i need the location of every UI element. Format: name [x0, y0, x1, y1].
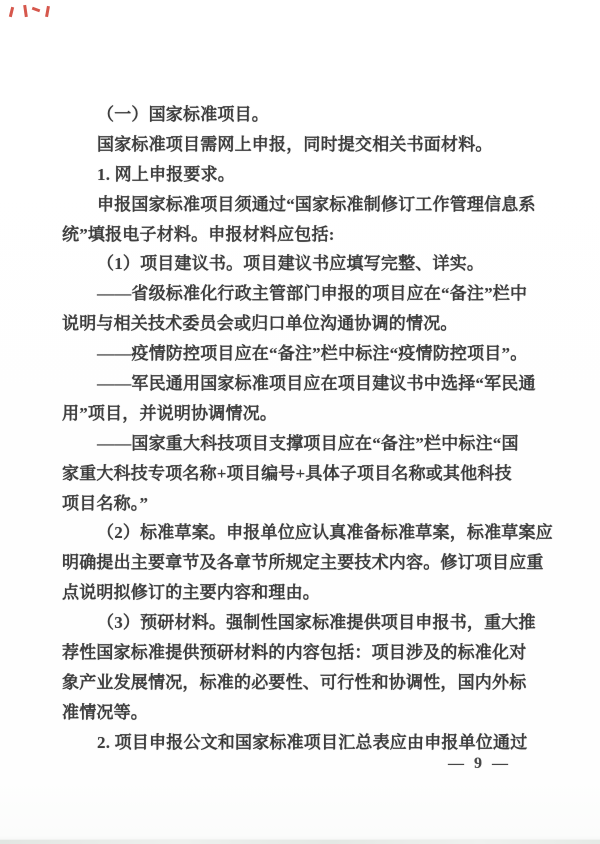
document-line: 点说明拟修订的主要内容和理由。 [62, 583, 320, 603]
document-line: ——军民通用国家标准项目应在项目建议书中选择“军民通 [97, 374, 536, 394]
document-line: （2）标准草案。申报单位应认真准备标准草案，标准草案应 [97, 523, 553, 543]
document-line-heading: （一）国家标准项目。 [97, 105, 269, 124]
document-line: 2. 项目申报公文和国家标准项目汇总表应由申报单位通过 [97, 732, 528, 752]
document-line: ——疫情防控项目应在“备注”栏中标注“疫情防控项目”。 [97, 344, 528, 364]
document-line: 国家标准项目需网上申报，同时提交相关书面材料。 [97, 134, 493, 154]
document-line: 说明与相关技术委员会或归口单位沟通协调的情况。 [62, 314, 458, 334]
document-line: 项目名称。” [62, 493, 149, 513]
document-line: 1. 网上申报要求。 [97, 164, 235, 184]
document-line: 家重大科技专项名称+项目编号+具体子项目名称或其他科技 [62, 463, 512, 483]
document-line: 准情况等。 [62, 702, 148, 722]
document-line: （1）项目建议书。项目建议书应填写完整、详实。 [97, 254, 485, 274]
document-line: 荐性国家标准提供预研材料的内容包括：项目涉及的标准化对 [62, 643, 527, 663]
document-line: 用”项目，并说明协调情况。 [62, 403, 278, 423]
scan-mark-icon [9, 7, 14, 17]
document-line: 象产业发展情况，标准的必要性、可行性和协调性，国内外标 [62, 672, 527, 692]
document-line: （3）预研材料。强制性国家标准提供项目申报书，重大推 [97, 613, 536, 633]
scan-mark-icon [45, 6, 50, 17]
scan-bottom-edge [0, 839, 600, 844]
document-line: 统”填报电子材料。申报材料应包括: [62, 224, 335, 244]
page-number: — 9 — [448, 755, 511, 772]
document-line: ——省级标准化行政主管部门申报的项目应在“备注”栏中 [97, 284, 528, 304]
document-line: ——国家重大科技项目支撑项目应在“备注”栏中标注“国 [97, 433, 519, 453]
document-line: 明确提出主要章节及各章节所规定主要技术内容。修订项目应重 [62, 553, 544, 573]
document-text-block [62, 100, 553, 758]
scan-mark-icon [23, 5, 28, 17]
document-line: 申报国家标准项目须通过“国家标准制修订工作管理信息系 [97, 194, 536, 214]
red-scan-artifact-icon [8, 4, 58, 19]
scan-mark-icon [32, 7, 41, 13]
